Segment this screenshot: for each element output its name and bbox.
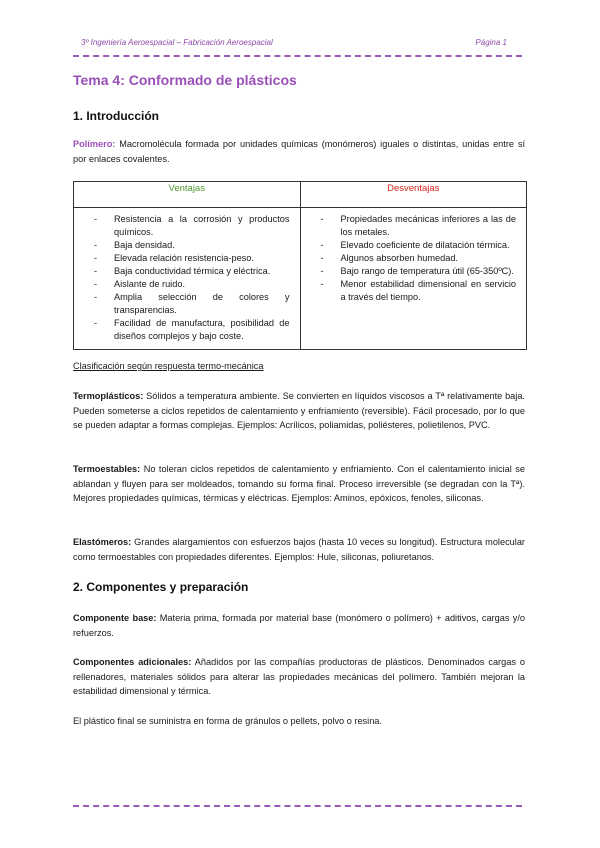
definition-componentes-adicionales: Añadidos por las compañías productoras de plásticos. Denominados cargas o rellenadores, materiales sólidos para alterar las propiedades mecánicas del polímero. También mejoran la estabilidad dimensional y térmica.: [73, 657, 525, 697]
term-elastomeros: Elastómeros:: [73, 537, 132, 547]
classification-heading: Clasificación según respuesta termo-mecánica: [73, 361, 264, 371]
header-course: 3º Ingeniería Aeroespacial – Fabricación Aeroespacial: [81, 38, 273, 47]
paragraph-termoplasticos: [73, 389, 525, 433]
term-componentes-adicionales: Componentes adicionales:: [73, 657, 192, 667]
definition-termoplasticos: Sólidos a temperatura ambiente. Se convierten en líquidos viscosos a Tª relativamente baja. Pueden someterse a ciclos repetidos de calentamiento y enfriamiento (reversible). Fácil procesado, por lo que se pueden adaptar a formas complejas. Ejemplos: Acrílicos, poliamidas, poliésteres, polietilenos, PVC.: [73, 391, 525, 431]
list-item: - Facilidad de manufactura, posibilidad de diseños complejos y bajo coste.: [86, 317, 290, 343]
definition-polimero: Macromolécula formada por unidades químicas (monómeros) iguales o distintas, unidas entre sí por enlaces covalentes.: [73, 139, 525, 164]
definition-componente-base: Materia prima, formada por material base (monómero o polímero) + aditivos, cargas y/o refuerzos.: [73, 613, 525, 638]
list-item: - Bajo rango de temperatura útil (65-350ºC).: [313, 265, 517, 278]
list-item: - Baja conductividad térmica y eléctrica.: [86, 265, 290, 278]
paragraph-plastico-final: El plástico final se suministra en forma de gránulos o pellets, polvo o resina.: [73, 716, 382, 726]
page-title: Tema 4: Conformado de plásticos: [73, 72, 297, 88]
ventajas-header: Ventajas: [74, 182, 301, 208]
paragraph-componente-base: [73, 611, 525, 640]
definition-termoestables: No toleran ciclos repetidos de calentamiento y enfriamiento. Con el calentamiento inicial se ablandan y fluyen para ser moldeados, tomando su forma final. Proceso irreversible (se degradan con la Tª). Mejores propiedades químicas, térmicas y eléctricas. Ejemplos: Aminos, epóxicos, fenoles, siliconas.: [73, 464, 525, 504]
paragraph-polimero: [73, 137, 525, 166]
ventajas-desventajas-table: [73, 181, 527, 350]
ventajas-cell: [74, 208, 301, 350]
section-heading-introduccion: 1. Introducción: [73, 109, 160, 123]
list-item: - Baja densidad.: [86, 239, 290, 252]
term-termoplasticos: Termoplásticos:: [73, 391, 144, 401]
paragraph-componentes-adicionales: [73, 655, 525, 699]
list-item: - Aislante de ruido.: [86, 278, 290, 291]
header-page-number: Página 1: [475, 38, 507, 47]
desventajas-cell: [300, 208, 527, 350]
term-componente-base: Componente base:: [73, 613, 157, 623]
definition-elastomeros: Grandes alargamientos con esfuerzos bajos (hasta 10 veces su longitud). Estructura molecular como termoestables con propiedades diferentes. Ejemplos: Hule, siliconas, poliuretanos.: [73, 537, 525, 562]
list-item: - Propiedades mecánicas inferiores a las de los metales.: [313, 213, 517, 239]
ventajas-list: [86, 213, 290, 343]
desventajas-list: [313, 213, 517, 304]
term-polimero: Polímero:: [73, 139, 116, 149]
section-heading-componentes: 2. Componentes y preparación: [73, 580, 249, 594]
list-item: - Elevado coeficiente de dilatación térmica.: [313, 239, 517, 252]
list-item: - Elevada relación resistencia-peso.: [86, 252, 290, 265]
term-termoestables: Termoestables:: [73, 464, 141, 474]
list-item: - Resistencia a la corrosión y productos químicos.: [86, 213, 290, 239]
list-item: - Amplia selección de colores y transparencias.: [86, 291, 290, 317]
desventajas-header: Desventajas: [300, 182, 527, 208]
paragraph-termoestables: [73, 462, 525, 506]
list-item: - Menor estabilidad dimensional en servicio a través del tiempo.: [313, 278, 517, 304]
footer-divider: [73, 805, 522, 807]
paragraph-elastomeros: [73, 535, 525, 564]
list-item: - Algunos absorben humedad.: [313, 252, 517, 265]
header-divider: [73, 55, 522, 57]
